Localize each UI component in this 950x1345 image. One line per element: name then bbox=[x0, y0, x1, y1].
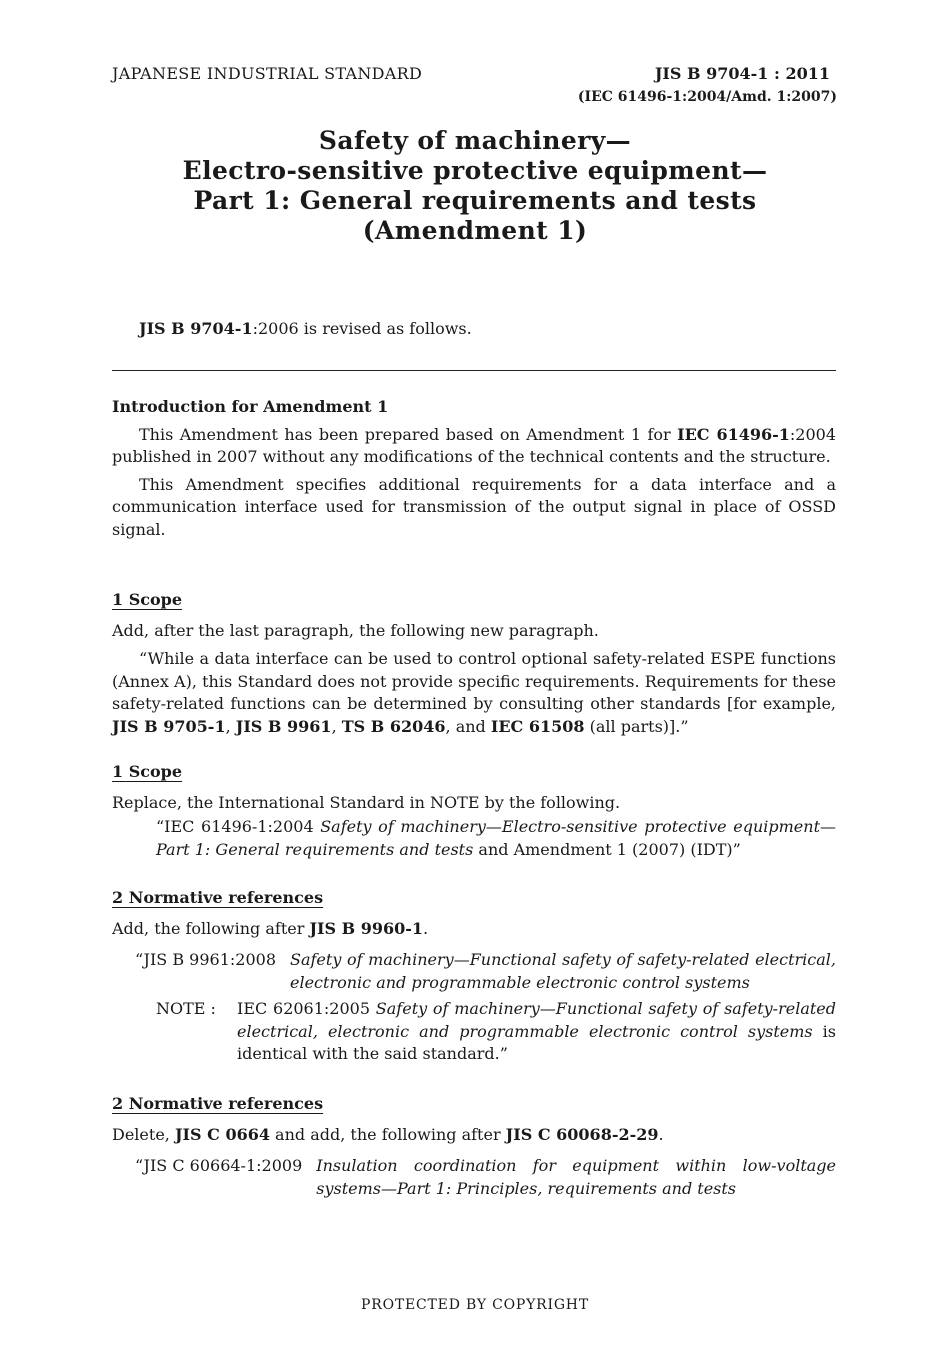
normref-1-entry-id: “JIS B 9961:2008 bbox=[135, 950, 276, 969]
scope-heading-1-text: 1 Scope bbox=[112, 590, 183, 609]
normref-2-entry-title: Insulation coordination for equipment within low-voltage systems—Part 1: Principles, requirements and tests bbox=[316, 1156, 836, 1198]
intro-p1-ref: IEC 61496-1 bbox=[677, 424, 790, 444]
normref-1-instr-b: . bbox=[423, 918, 429, 938]
normref-2-instruction bbox=[112, 1124, 836, 1147]
scope-1-sep-2: , bbox=[331, 716, 342, 736]
normref-heading-1-text: 2 Normative references bbox=[112, 888, 324, 907]
document-title bbox=[0, 126, 950, 246]
title-line-2: Electro-sensitive protective equipment— bbox=[182, 156, 768, 185]
normref-2-instr-c: . bbox=[658, 1124, 664, 1144]
scope-1-quote bbox=[112, 648, 836, 738]
intro-p1-text-a: This Amendment has been prepared based on Amendment 1 for bbox=[139, 424, 678, 444]
normref-1-instr-ref: JIS B 9960-1 bbox=[309, 918, 424, 938]
normref-1-note bbox=[112, 998, 836, 1066]
scope-1-ref-4: IEC 61508 bbox=[490, 716, 585, 736]
title-line-3: Part 1: General requirements and tests bbox=[193, 186, 757, 215]
normative-references-section-2 bbox=[112, 1093, 836, 1200]
revision-statement bbox=[139, 318, 472, 341]
normref-1-note-label: NOTE : bbox=[156, 999, 216, 1018]
normref-1-entry-title: Safety of machinery—Functional safety of safety-related electrical, electronic and programmable electronic control systems bbox=[290, 950, 836, 992]
scope-2-instruction: Replace, the International Standard in NOTE by the following. bbox=[112, 792, 621, 812]
scope-1-instruction: Add, after the last paragraph, the following new paragraph. bbox=[112, 620, 599, 640]
scope-2-quote-title: Safety of machinery—Electro-sensitive protective equipment—Part 1: General requirements and tests bbox=[156, 817, 836, 859]
introduction-paragraph-1 bbox=[112, 424, 836, 469]
introduction-section bbox=[112, 396, 836, 541]
iec-reference: (IEC 61496-1:2004/Amd. 1:2007) bbox=[577, 89, 837, 105]
normref-2-instr-ref-2: JIS C 60068-2-29 bbox=[505, 1124, 659, 1144]
standard-number: JIS B 9704-1 : 2011 bbox=[654, 64, 830, 83]
normref-2-instr-a: Delete, bbox=[112, 1124, 175, 1144]
scope-1-quote-end: (all parts)].” bbox=[584, 716, 689, 736]
scope-2-quote bbox=[112, 816, 836, 861]
introduction-heading: Introduction for Amendment 1 bbox=[112, 397, 389, 416]
scope-1-quote-text: “While a data interface can be used to control optional safety-related ESPE functions (Annex A), this Standard does not provide specific requirements. Requirements for these safety-related functions can be determined by consulting other standards [for example, bbox=[112, 649, 836, 713]
normref-heading-1 bbox=[112, 887, 836, 910]
normref-2-instr-ref-1: JIS C 0664 bbox=[174, 1124, 270, 1144]
normref-2-entry bbox=[112, 1155, 836, 1200]
normref-2-instr-b: and add, the following after bbox=[269, 1124, 506, 1144]
scope-section-2 bbox=[112, 761, 836, 861]
normref-2-entry-id: “JIS C 60664-1:2009 bbox=[135, 1156, 303, 1175]
normref-1-note-end: is identical with the said standard.” bbox=[237, 1021, 836, 1063]
divider bbox=[112, 370, 836, 371]
scope-heading-1 bbox=[112, 589, 836, 612]
introduction-paragraph-2: This Amendment specifies additional requirements for a data interface and a communication interface used for transmission of the output signal in place of OSSD signal. bbox=[112, 474, 836, 539]
normref-heading-2-text: 2 Normative references bbox=[112, 1094, 324, 1113]
scope-1-ref-1: JIS B 9705-1 bbox=[112, 716, 226, 736]
revision-text: :2006 is revised as follows. bbox=[252, 319, 472, 338]
scope-2-quote-end: and Amendment 1 (2007) (IDT)” bbox=[473, 839, 741, 859]
normref-1-instr-a: Add, the following after bbox=[112, 918, 310, 938]
revision-std: JIS B 9704-1 bbox=[139, 319, 253, 338]
scope-heading-2 bbox=[112, 761, 836, 784]
scope-heading-2-text: 1 Scope bbox=[112, 762, 183, 781]
copyright-footer: PROTECTED BY COPYRIGHT bbox=[361, 1297, 589, 1313]
normref-1-note-title: Safety of machinery—Functional safety of safety-related electrical, electronic and programmable electronic control systems bbox=[237, 999, 837, 1041]
normref-heading-2 bbox=[112, 1093, 836, 1116]
scope-2-quote-id: “IEC 61496-1:2004 bbox=[156, 817, 321, 836]
normref-1-instruction bbox=[112, 918, 836, 941]
intro-p1-text-b: :2004 published in 2007 without any modifications of the technical contents and the structure. bbox=[112, 424, 837, 466]
scope-section-1 bbox=[112, 589, 836, 738]
title-line-1: Safety of machinery— bbox=[318, 126, 632, 155]
normref-1-note-id: IEC 62061:2005 bbox=[237, 999, 376, 1018]
standard-type-label: JAPANESE INDUSTRIAL STANDARD bbox=[112, 64, 423, 83]
normref-1-note-text bbox=[237, 998, 836, 1066]
scope-1-ref-3: TS B 62046 bbox=[341, 716, 446, 736]
scope-1-sep-3: , and bbox=[445, 716, 491, 736]
scope-1-sep-1: , bbox=[225, 716, 236, 736]
title-line-4: (Amendment 1) bbox=[362, 216, 588, 245]
scope-1-ref-2: JIS B 9961 bbox=[235, 716, 332, 736]
normref-1-entry bbox=[112, 949, 836, 994]
normative-references-section-1 bbox=[112, 887, 836, 1066]
